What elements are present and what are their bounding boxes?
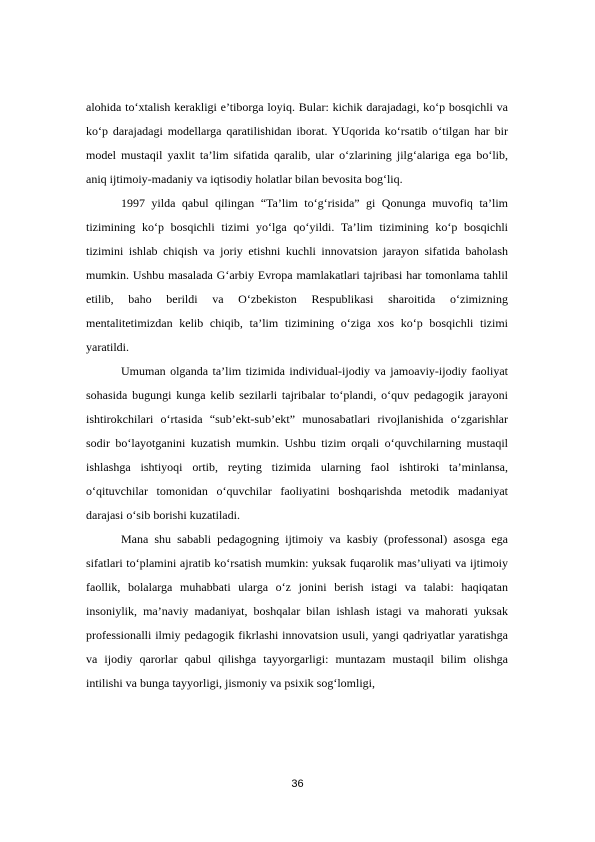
paragraph-individual-creative: Umuman olganda ta’lim tizimida individual-ijodiy va jamoaviy-ijodiy faoliyat sohasida bugungi kunga kelib sezilarli tajribalar to‘plandi, o‘quv pedagogik jarayoni ishtirokchilari o‘rtasida “sub’ekt-sub’ekt” munosabatlari rivojlanishida o‘zgarishlar sodir bo‘layotganini kuzatish mumkin. Ushbu tizim orqali o‘quvchilarning mustaqil ishlashga ishtiyoqi ortib, reyting tizimida ularning faol ishtiroki ta’minlansa, o‘qituvchilar tomonidan o‘quvchilar faoliyatini boshqarishda metodik madaniyat darajasi o‘sib borishi kuzatiladi.: [86, 364, 508, 522]
paragraph-pedagogue-qualities: Mana shu sababli pedagogning ijtimoiy va kasbiy (professonal) asosga ega sifatlari to‘plamini ajratib ko‘rsatish mumkin: yuksak fuqarolik mas’uliyati va ijtimoiy faollik, bolalarga muhabbati ularga o‘z jonini berish istagi va talabi: haqiqatan insoniylik, ma’naviy madaniyat, boshqalar bilan ishlash istagi va mahorati yuksak professionalli ilmiy pedagogik fikrlashi innovatsion usuli, yangi qadriyatlar yaratishga va ijodiy qarorlar qabul qilishga tayyorgarligi: muntazam mustaqil bilim olishga intilishi va bunga tayyorligi, jismoniy va psixik sog‘lomligi,: [86, 532, 508, 690]
page-number: 36: [291, 778, 304, 790]
paragraph-law-1997: 1997 yilda qabul qilingan “Ta’lim to‘g‘risida” gi Qonunga muvofiq ta’lim tizimining ko‘p bosqichli tizimi yo‘lga qo‘yildi. Ta’lim tizimining ko‘p bosqichli tizimini ishlab chiqish va joriy etishni kuchli innovatsion jarayon sifatida baholash mumkin. Ushbu masalada G‘arbiy Evropa mamlakatlari tajribasi har tomonlama tahlil etilib, baho berildi va O‘zbekiston Respublikasi sharoitida o‘zimizning mentalitetimizdan kelib chiqib, ta’lim tizimining o‘ziga xos ko‘p bosqichli tizimi yaratildi.: [86, 196, 508, 354]
body-text: [86, 95, 508, 695]
paragraph-continuation: alohida to‘xtalish kerakligi e’tiborga loyiq. Bular: kichik darajadagi, ko‘p bosqichli va ko‘p darajadagi modellarga qaratilishidan iborat. YUqorida ko‘rsatib o‘tilgan har bir model mustaqil yaxlit ta’lim sifatida qaralib, ular o‘zlarining jilg‘alariga ega bo‘lib, aniq ijtimoiy-madaniy va iqtisodiy holatlar bilan bevosita bog‘liq.: [86, 100, 508, 186]
